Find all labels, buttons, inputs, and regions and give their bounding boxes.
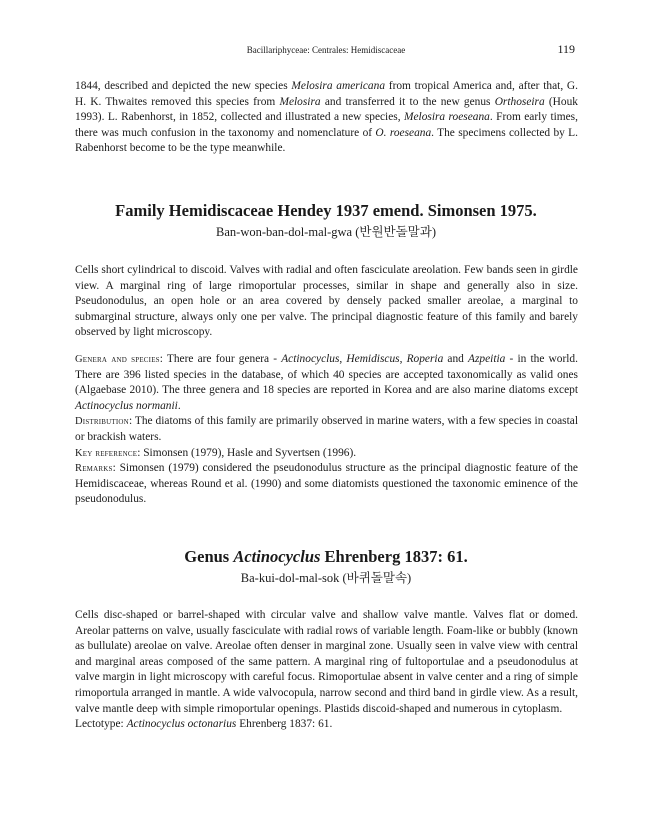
body-text: . [177,399,181,412]
family-heading: Family Hemidiscaceae Hendey 1937 emend. Simonsen 1975. [115,201,537,220]
body-text: and [443,353,469,365]
intro-text: from tropical America and, after that, G. H. K. Thwaites removed this species from [75,80,578,108]
taxon-name: Azpeitia [468,353,506,365]
body-text: , [399,353,407,365]
running-header-title: Bacillariphyceae: Centrales: Hemidiscaceae [246,45,406,55]
distribution-paragraph [75,414,578,445]
section-label: Key reference [75,447,138,459]
taxon-name: Melosira [279,95,321,108]
genus-korean-name: Ba-kui-dol-mal-sok (바퀴돌말속) [240,571,412,585]
body-text: : The diatoms of this family are primarily observed in marine waters, with a few species in coastal or brackish waters. [75,415,578,443]
taxon-name: Actinocyclus [281,353,340,365]
remarks-paragraph [75,461,578,508]
body-text: : There are four genera - [159,353,282,365]
taxon-name: Melosira roeseana [403,111,490,124]
genus-heading-suffix: Ehrenberg 1837: 61. [320,547,468,566]
family-description [75,263,578,341]
genera-and-species-paragraph [75,352,578,414]
intro-text: (Houk 1993). L. Rabenhorst, in 1852, collected and illustrated a new species, [75,95,578,124]
body-text: : Simonsen (1979) considered the pseudonodulus structure as the principal diagnostic feature of the Hemidiscaceae, whereas Round et al. (1990) and some diatomists questioned the taxonomic eminence of the pseudonodulus. [75,462,578,506]
page-number: 119 [557,42,575,56]
section-label: Genera and species [75,354,160,365]
genus-heading-prefix: Genus [184,547,234,566]
running-header [0,44,652,58]
lectotype-line [75,717,578,733]
intro-text: 1844, described and depicted the new species [75,80,292,92]
family-korean-name: Ban-won-ban-dol-mal-gwa (반원반돌말과) [216,225,436,239]
taxon-name: Hemidiscus [346,353,400,365]
taxon-name: Melosira americana [291,80,386,92]
intro-text: . From early times, there was much confusion in the taxonomy and nomenclature of [75,111,578,139]
lectotype-label: Lectotype: [75,718,127,731]
family-description-text: Cells short cylindrical to discoid. Valves with radial and often fasciculate areolation. Few bands seen in girdle view. A marginal ring of large rimoportular processes, similar in shape and generally also in size. Pseudonodulus, an open hole or an area covered by densely packed smaller areolae, a marginal to submarginal structure, always only one per valve. The principal diagnostic feature of this family and barely observed by light microscopy. [75,264,578,339]
intro-text: and transferred it to the new genus [320,95,495,108]
taxon-name: Roperia [406,353,444,365]
key-reference-paragraph [75,446,578,462]
family-details [75,352,578,508]
body-text: - in the world. There are 396 listed species in the database, of which 40 species are accepted taxonomically as valid ones (Algaebase 2010). The three genera and 18 species are reported in Korea and are also marine diatoms except [75,353,578,397]
genus-description-text: Cells disc-shaped or barrel-shaped with circular valve and shallow valve mantle. Valves flat or domed. Areolar patterns on valve, usually fasciculate with radial rows of variable length. Foam-like or bubbly (known as bullulate) areolae on valve. Areolae often denser in marginal zone. Usually seen in valve view with central and marginal areas composed of the same pattern. A marginal ring of fultoportulae and a pseudonodulus at valve margin in light microscopy with careful focus. Rimoportulae absent in valve center and a ring of simple rimoportula arranged in mantle. A wide valvocopula, narrow second and third band in girdle view. As a result, valve mantle deep with simple rimoportular openings. Plastids discoid-shaped and numerous in cytoplasm. [75,609,578,715]
taxon-name: O. roeseana [375,126,432,139]
intro-text: . The specimens collected by L. Rabenhorst become to be the type meanwhile. [75,126,578,155]
body-text: : Simonsen (1979), Hasle and Syvertsen (1996). [137,446,357,459]
section-label: Distribution [75,416,129,428]
taxon-name: Actinocyclus octonarius [126,718,237,731]
section-label: Remarks [75,463,113,475]
genus-name: Actinocyclus [233,547,321,566]
body-text: , [339,353,347,365]
taxon-name: Actinocyclus normanii [75,399,178,412]
genus-description [75,608,578,733]
intro-paragraph [75,79,578,157]
taxon-name: Orthoseira [494,95,545,108]
genus-heading [0,547,652,567]
lectotype-author: Ehrenberg 1837: 61. [236,718,333,731]
